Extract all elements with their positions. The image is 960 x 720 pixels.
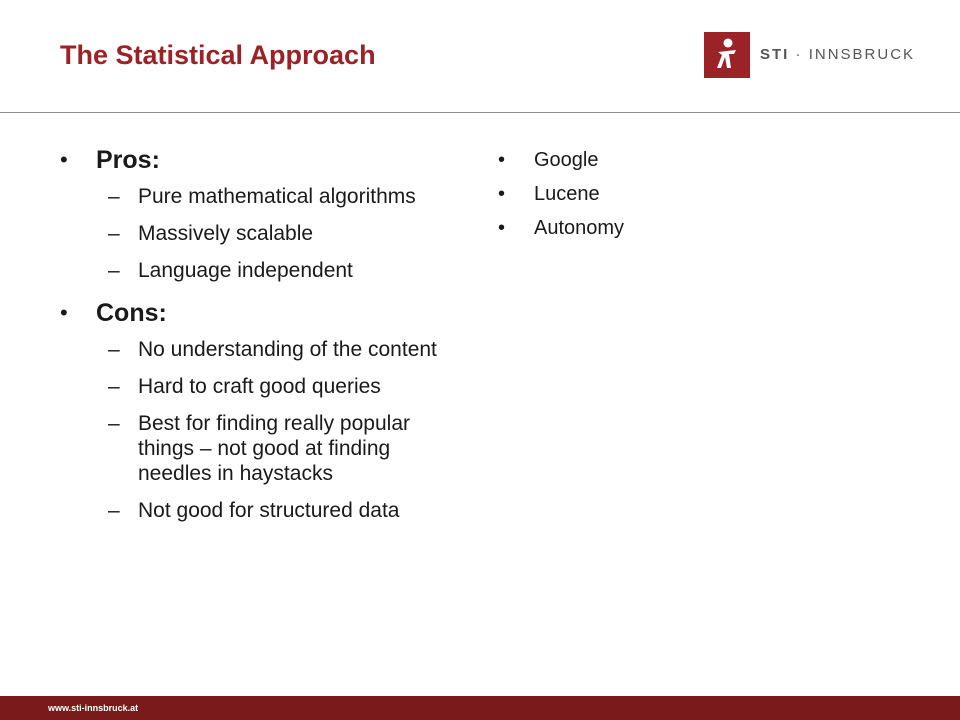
bullet: • <box>60 300 68 325</box>
list-item: – Best for finding really popular things – not good at finding needles in haystacks <box>108 412 410 485</box>
list-item: – No understanding of the content <box>108 338 437 361</box>
cons-heading: • Cons: <box>60 299 167 327</box>
pros-cons-column <box>60 144 460 537</box>
sti-figure-icon <box>704 32 750 78</box>
list-item: – Not good for structured data <box>108 499 400 522</box>
pros-list <box>60 184 460 283</box>
list-item: – Language independent <box>108 259 353 282</box>
header-divider <box>0 112 960 113</box>
list-item: • Lucene <box>498 183 600 205</box>
list-item: • Google <box>498 149 599 171</box>
bullet: • <box>60 147 68 172</box>
list-item: • Autonomy <box>498 217 625 239</box>
cons-list <box>60 337 460 523</box>
examples-column <box>498 148 798 250</box>
footer-bar <box>0 696 960 720</box>
list-item: – Pure mathematical algorithms <box>108 185 416 208</box>
slide-title: The Statistical Approach <box>60 40 376 70</box>
footer-url: www.sti-innsbruck.at <box>48 703 139 713</box>
list-item: – Massively scalable <box>108 222 314 245</box>
pros-heading: • Pros: <box>60 146 160 174</box>
list-item: – Hard to craft good queries <box>108 375 381 398</box>
logo-wordmark: STI · INNSBRUCK <box>760 46 916 63</box>
